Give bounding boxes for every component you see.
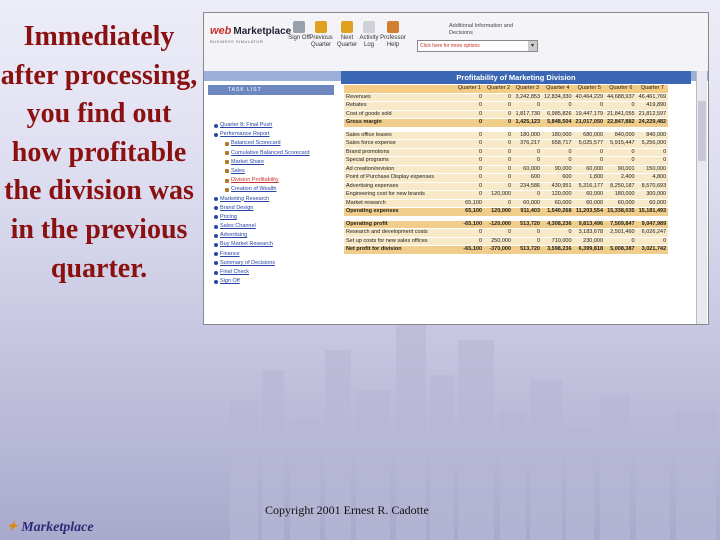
- table-cell: 6,399,818: [574, 246, 606, 255]
- row-label: Revenues: [344, 93, 455, 102]
- table-cell: 0: [542, 157, 574, 166]
- row-label: Engineering cost for new brands: [344, 191, 455, 200]
- table-cell: 0: [484, 229, 513, 238]
- table-cell: 90,001: [605, 165, 637, 174]
- table-cell: 0: [637, 237, 669, 246]
- table-cell: 120,000: [484, 191, 513, 200]
- table-cell: 911,403: [513, 208, 542, 217]
- table-cell: 840,000: [605, 131, 637, 140]
- table-cell: 12,834,330: [544, 93, 572, 100]
- previous-quarter-icon: [315, 21, 327, 33]
- table-cell: 1,540,268: [542, 208, 574, 217]
- column-header: Quarter 2: [484, 85, 513, 93]
- table-cell: 513,720: [513, 220, 542, 229]
- table-cell: 658,717: [542, 140, 574, 149]
- table-cell: -370,000: [484, 246, 513, 255]
- table-cell: 150,000: [637, 165, 669, 174]
- table-cell: 0: [513, 237, 542, 246]
- copyright-text: Copyright 2001 Ernest R. Cadotte: [265, 503, 429, 517]
- table-cell: 230,000: [574, 237, 606, 246]
- table-cell: 0: [513, 191, 542, 200]
- table-cell: 40,464,229: [575, 93, 604, 100]
- sidebar-item-label: Division Profitability: [231, 177, 279, 184]
- table-cell: 5,256,000: [637, 140, 669, 149]
- table-cell: 0: [637, 157, 669, 166]
- table-cell: 5,008,387: [605, 246, 637, 255]
- table-cell: 0: [455, 140, 484, 149]
- table-cell: 65,100: [455, 208, 484, 217]
- sign-off-icon: [293, 21, 305, 33]
- table-cell: 21,812,597: [638, 110, 667, 117]
- sidebar-item-quarter-8-final-push[interactable]: [214, 121, 334, 130]
- table-cell: 0: [513, 229, 542, 238]
- table-cell: 0: [484, 148, 513, 157]
- table-cell: 0: [455, 102, 484, 111]
- marketplace-logo: ✦ Marketplace: [6, 520, 94, 535]
- table-cell: 0: [542, 229, 574, 238]
- task-menu: [214, 121, 334, 286]
- sidebar-item-sign-off[interactable]: [214, 277, 334, 286]
- bullet-icon: [214, 261, 218, 265]
- sidebar-item-label: Market Share: [231, 158, 265, 165]
- table-row: [344, 119, 668, 128]
- table-title: Profitability of Marketing Division: [341, 71, 691, 84]
- table-cell: 0: [574, 157, 606, 166]
- table-cell: 0: [513, 157, 542, 166]
- table-cell: 1,425,123: [513, 119, 542, 128]
- toolbar-button-label: Activity Log: [359, 35, 379, 48]
- table-cell: 0: [605, 148, 637, 157]
- task-list-header: TASK LIST: [208, 85, 334, 95]
- professor-help-button[interactable]: [380, 21, 406, 49]
- table-cell: 5,915,447: [605, 140, 637, 149]
- table-cell: 60,000: [637, 199, 669, 208]
- sidebar-item-division-profitability[interactable]: [214, 176, 334, 185]
- table-cell: 8,250,187: [605, 182, 637, 191]
- slide-caption: Immediately after processing, you find out how profitable the division was in the previous quarter.: [0, 21, 198, 284]
- sidebar-item-label: Advertising: [220, 232, 248, 239]
- bullet-icon: [214, 280, 218, 284]
- table-cell: 9,047,989: [637, 220, 669, 229]
- toolbar-button-label: Previous Quarter: [309, 35, 333, 48]
- table-cell: 21,841,055: [607, 110, 635, 117]
- table-cell: 0: [484, 140, 513, 149]
- additional-info-label: Additional Information and Decisions: [449, 23, 513, 36]
- activity-log-icon: [363, 21, 375, 33]
- row-label: Gross margin: [344, 119, 455, 128]
- row-label: Rebates: [344, 102, 455, 111]
- task-sidebar: [204, 81, 337, 324]
- sidebar-item-marketing-research[interactable]: [214, 195, 334, 204]
- bullet-icon: [214, 225, 218, 229]
- bullet-icon: [214, 206, 218, 210]
- column-header: Quarter 7: [637, 85, 669, 93]
- table-cell: 234,586: [513, 182, 542, 191]
- table-cell: 600: [542, 174, 574, 183]
- row-label: Brand promotions: [344, 148, 455, 157]
- toolbar-button-label: Professor Help: [380, 35, 406, 48]
- table-cell: 60,000: [513, 165, 542, 174]
- table-cell: 180,000: [542, 131, 574, 140]
- bullet-icon: [225, 142, 229, 146]
- options-dropdown[interactable]: Click here for more options ▾: [417, 40, 538, 52]
- row-label: Market research: [344, 199, 455, 208]
- bullet-icon: [214, 234, 218, 238]
- toolbar-button-label: Sign Off: [288, 35, 310, 41]
- sidebar-item-label: Sales: [231, 167, 245, 174]
- table-cell: 0: [513, 148, 542, 157]
- table-cell: 0: [513, 102, 542, 111]
- table-cell: 0: [484, 93, 513, 102]
- row-label: Cost of goods sold: [344, 110, 455, 119]
- table-cell: 15,181,493: [638, 208, 667, 214]
- table-cell: 24,229,482: [638, 119, 667, 125]
- table-cell: -65,100: [455, 220, 484, 229]
- table-cell: 8,570,693: [637, 182, 669, 191]
- table-cell: 1,800: [574, 174, 606, 183]
- row-label: Research and development costs: [344, 229, 455, 238]
- chevron-down-icon[interactable]: ▾: [528, 41, 537, 51]
- table-row: [344, 148, 668, 157]
- bullet-icon: [214, 215, 218, 219]
- table-row: [344, 157, 668, 166]
- table-cell: -120,000: [484, 220, 513, 229]
- table-cell: 0: [455, 131, 484, 140]
- table-row: [344, 246, 668, 255]
- scrollbar-thumb[interactable]: [698, 101, 706, 161]
- bullet-icon: [225, 188, 229, 192]
- column-header: Quarter 3: [513, 85, 542, 93]
- bullet-icon: [225, 169, 229, 173]
- sidebar-item-summary-of-decisions[interactable]: [214, 259, 334, 268]
- table-cell: 0: [455, 93, 484, 102]
- activity-log-button[interactable]: [356, 21, 382, 49]
- table-cell: 0: [484, 102, 513, 111]
- table-row: [344, 102, 668, 111]
- table-cell: 5,316,177: [574, 182, 606, 191]
- row-label: Sales office leases: [344, 131, 455, 140]
- column-header: Quarter 4: [542, 85, 574, 93]
- table-cell: 2,501,460: [605, 229, 637, 238]
- column-header: Quarter 1: [455, 85, 484, 93]
- sidebar-item-label: Balanced Scorecard: [231, 140, 281, 147]
- table-cell: 60,000: [513, 199, 542, 208]
- table-cell: 3,021,742: [637, 246, 669, 255]
- bullet-icon: [214, 124, 218, 128]
- table-cell: 0: [484, 119, 513, 128]
- sidebar-item-label: Marketing Research: [220, 195, 270, 202]
- table-cell: 46,461,769: [638, 93, 667, 100]
- sidebar-item-label: Cumulative Balanced Scorecard: [231, 149, 310, 156]
- table-cell: 0: [484, 174, 513, 183]
- bullet-icon: [225, 160, 229, 164]
- table-cell: 0: [455, 191, 484, 200]
- table-cell: 0: [455, 165, 484, 174]
- table-row: [344, 140, 668, 149]
- table-cell: 840,000: [637, 131, 669, 140]
- table-cell: 4,308,236: [542, 220, 574, 229]
- next-quarter-icon: [341, 21, 353, 33]
- table-row: [344, 110, 668, 119]
- app-toolbar: [204, 13, 708, 71]
- bullet-icon: [214, 252, 218, 256]
- table-cell: 419,890: [637, 102, 669, 111]
- sidebar-item-performance-report[interactable]: [214, 130, 334, 139]
- sidebar-item-pricing[interactable]: [214, 213, 334, 222]
- bullet-icon: [225, 151, 229, 155]
- table-row: [344, 220, 668, 229]
- sidebar-item-label: Performance Report: [220, 131, 270, 138]
- table-cell: 680,000: [574, 131, 606, 140]
- table-cell: 0: [455, 182, 484, 191]
- table-cell: 600: [513, 174, 542, 183]
- table-row: [344, 229, 668, 238]
- table-cell: 3,183,678: [574, 229, 606, 238]
- table-cell: 15,338,035: [607, 208, 635, 214]
- professor-help-icon: [387, 21, 399, 33]
- row-label: Special programs: [344, 157, 455, 166]
- table-cell: 0: [484, 157, 513, 166]
- previous-quarter-button[interactable]: [308, 21, 334, 49]
- table-row: [344, 191, 668, 200]
- table-cell: 513,720: [513, 246, 542, 255]
- table-row: [344, 165, 668, 174]
- column-header: Quarter 6: [605, 85, 637, 93]
- table-cell: 0: [484, 182, 513, 191]
- table-cell: 7,509,847: [605, 220, 637, 229]
- table-cell: 21,017,050: [575, 119, 604, 125]
- table-cell: 120,000: [542, 191, 574, 200]
- sidebar-item-label: Sign Off: [220, 278, 240, 285]
- column-header: Quarter 5: [574, 85, 606, 93]
- table-cell: 0: [455, 237, 484, 246]
- table-cell: 22,847,882: [607, 119, 635, 125]
- sidebar-item-label: Creation of Wealth: [231, 186, 277, 193]
- sidebar-item-advertising[interactable]: [214, 231, 334, 240]
- table-cell: 0: [455, 119, 484, 128]
- vertical-scrollbar[interactable]: [696, 71, 707, 324]
- table-cell: 430,951: [542, 182, 574, 191]
- bullet-icon: [225, 179, 229, 183]
- sidebar-item-label: Quarter 8: Final Push: [220, 122, 273, 128]
- sidebar-item-label: Pricing: [220, 213, 237, 220]
- table-cell: -65,100: [455, 246, 484, 255]
- table-cell: 0: [455, 157, 484, 166]
- sidebar-item-label: Sales Channel: [220, 223, 256, 230]
- table-cell: 180,000: [605, 191, 637, 200]
- row-label: Operating profit: [344, 220, 455, 229]
- table-cell: 250,000: [484, 237, 513, 246]
- table-cell: 300,000: [637, 191, 669, 200]
- table-row: [344, 182, 668, 191]
- table-header-row: [344, 85, 668, 93]
- table-cell: 5,025,577: [574, 140, 606, 149]
- table-row: [344, 237, 668, 246]
- toolbar-button-label: Next Quarter: [336, 35, 358, 48]
- table-cell: 0: [605, 102, 637, 111]
- sidebar-item-label: Summary of Decisions: [220, 259, 276, 266]
- sidebar-item-balanced-scorecard[interactable]: [214, 139, 334, 148]
- table-cell: 0: [605, 157, 637, 166]
- table-cell: 4,800: [637, 174, 669, 183]
- sidebar-item-finance[interactable]: [214, 250, 334, 259]
- sidebar-item-label: Buy Market Research: [220, 241, 273, 248]
- table-cell: 3,242,853: [513, 93, 542, 102]
- table-row: [344, 199, 668, 208]
- sidebar-item-final-check[interactable]: [214, 268, 334, 277]
- sidebar-item-label: Brand Design: [220, 204, 254, 211]
- sidebar-item-buy-market-research[interactable]: [214, 240, 334, 249]
- bullet-icon: [214, 271, 218, 275]
- table-row: [344, 131, 668, 140]
- table-row: [344, 93, 668, 102]
- row-label: Advertising expenses: [344, 182, 455, 191]
- table-cell: 0: [455, 174, 484, 183]
- table-cell: 60,000: [574, 199, 606, 208]
- table-row: [344, 174, 668, 183]
- table-cell: 0: [455, 148, 484, 157]
- sidebar-item-cumulative-balanced-scorecard[interactable]: [214, 149, 334, 158]
- row-label: Net profit for division: [344, 246, 455, 255]
- table-row: [344, 208, 668, 217]
- app-screenshot: [203, 12, 709, 325]
- sidebar-item-label: Final Check: [220, 269, 250, 275]
- row-label: Sales force expense: [344, 140, 455, 149]
- row-label: Ad creation/revision: [344, 165, 455, 174]
- table-cell: 60,000: [542, 199, 574, 208]
- table-cell: 19,447,179: [575, 110, 604, 117]
- table-cell: 11,203,554: [574, 208, 606, 217]
- table-cell: 120,000: [484, 208, 513, 217]
- table-cell: 6,026,247: [637, 229, 669, 238]
- table-cell: 0: [484, 110, 513, 119]
- table-cell: 3,598,236: [542, 246, 574, 255]
- row-label: Set up costs for new sales offices: [344, 237, 455, 246]
- table-cell: 5,848,504: [542, 119, 574, 128]
- table-cell: 0: [605, 237, 637, 246]
- table-cell: 60,000: [605, 199, 637, 208]
- table-cell: 0: [455, 110, 484, 119]
- table-cell: 0: [484, 165, 513, 174]
- table-cell: 65,100: [455, 199, 484, 208]
- sidebar-item-sales[interactable]: [214, 167, 334, 176]
- table-cell: 0: [637, 148, 669, 157]
- column-header: [344, 85, 455, 93]
- bullet-icon: [214, 197, 218, 201]
- table-cell: 0: [455, 229, 484, 238]
- table-cell: 2,400: [605, 174, 637, 183]
- row-label: Operating expenses: [344, 208, 455, 217]
- table-cell: 6,985,826: [542, 110, 574, 119]
- sidebar-item-brand-design[interactable]: [214, 204, 334, 213]
- profitability-panel: [341, 71, 691, 324]
- table-cell: 376,217: [513, 140, 542, 149]
- app-logo: web Marketplace BUSINESS SIMULATOR: [210, 25, 292, 44]
- table-cell: 0: [574, 102, 606, 111]
- table-cell: 0: [484, 199, 513, 208]
- table-cell: 90,000: [542, 165, 574, 174]
- sidebar-item-label: Finance: [220, 250, 240, 257]
- bullet-icon: [214, 243, 218, 247]
- bullet-icon: [214, 133, 218, 137]
- table-cell: 60,000: [574, 191, 606, 200]
- table-cell: 1,817,730: [513, 110, 542, 119]
- table-cell: 0: [574, 148, 606, 157]
- sidebar-item-sales-channel[interactable]: [214, 222, 334, 231]
- sidebar-item-market-share[interactable]: [214, 158, 334, 167]
- profitability-table: [344, 85, 668, 255]
- table-cell: 0: [542, 102, 574, 111]
- table-cell: 710,000: [542, 237, 574, 246]
- row-label: Point of Purchase Display expenses: [344, 174, 455, 183]
- table-cell: 9,813,496: [574, 220, 606, 229]
- table-cell: 180,000: [513, 131, 542, 140]
- table-cell: 0: [484, 131, 513, 140]
- table-cell: 0: [542, 148, 574, 157]
- table-cell: 44,688,937: [607, 93, 635, 100]
- sidebar-item-creation-of-wealth[interactable]: [214, 185, 334, 194]
- table-cell: 60,000: [574, 165, 606, 174]
